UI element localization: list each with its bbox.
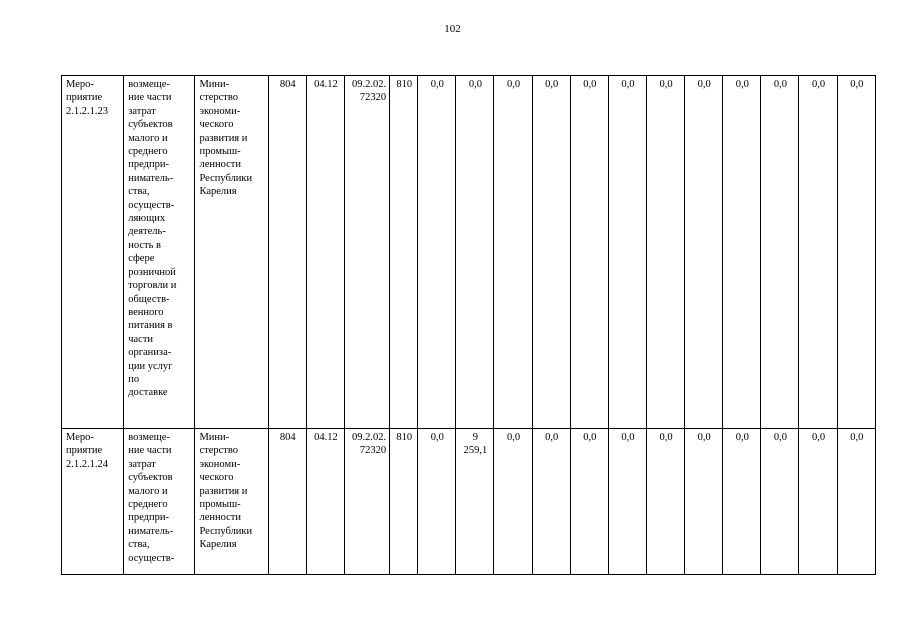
table-row <box>62 429 876 575</box>
value-cell: 0,0 <box>494 429 532 575</box>
value-cell: 0,0 <box>837 76 875 429</box>
table-row <box>62 76 876 429</box>
value-cell: 0,0 <box>532 76 570 429</box>
rzpr-cell: 04.12 <box>306 76 344 429</box>
rzpr-cell: 04.12 <box>306 429 344 575</box>
value-cell: 0,0 <box>685 76 723 429</box>
value-cell: 0,0 <box>608 429 646 575</box>
event-cell: Меро- приятие 2.1.2.1.24 <box>62 429 124 575</box>
event-cell: Меро- приятие 2.1.2.1.23 <box>62 76 124 429</box>
csr-cell: 09.2.02. 72320 <box>344 429 389 575</box>
grbs-cell: 804 <box>268 76 306 429</box>
value-cell: 0,0 <box>837 429 875 575</box>
value-cell: 0,0 <box>761 429 799 575</box>
grbs-cell: 804 <box>268 429 306 575</box>
budget-table <box>61 75 876 575</box>
csr-cell: 09.2.02. 72320 <box>344 76 389 429</box>
value-cell: 0,0 <box>685 429 723 575</box>
executor-cell: Мини- стерство экономи- ческого развития и промыш- ленности Республики Карелия <box>195 429 268 575</box>
value-cell: 0,0 <box>570 429 608 575</box>
value-cell: 0,0 <box>570 76 608 429</box>
description-cell: возмеще- ние части затрат субъектов малого и среднего предпри- ниматель- ства, осуществ- ляющих деятель- ность в сфере розничной торговли и обществ- венного питания в части организа- ции услуг по доставке <box>124 76 195 429</box>
value-cell: 0,0 <box>646 429 684 575</box>
value-cell: 9 259,1 <box>456 429 494 575</box>
value-cell: 0,0 <box>646 76 684 429</box>
description-cell: возмеще- ние части затрат субъектов малого и среднего предпри- ниматель- ства, осуществ- <box>124 429 195 575</box>
value-cell: 0,0 <box>723 76 761 429</box>
value-cell: 0,0 <box>532 429 570 575</box>
value-cell: 0,0 <box>799 76 837 429</box>
value-cell: 0,0 <box>418 76 456 429</box>
value-cell: 0,0 <box>494 76 532 429</box>
value-cell: 0,0 <box>456 76 494 429</box>
page-number: 102 <box>444 23 461 35</box>
vr-cell: 810 <box>390 76 418 429</box>
value-cell: 0,0 <box>799 429 837 575</box>
value-cell: 0,0 <box>761 76 799 429</box>
value-cell: 0,0 <box>723 429 761 575</box>
value-cell: 0,0 <box>418 429 456 575</box>
vr-cell: 810 <box>390 429 418 575</box>
value-cell: 0,0 <box>608 76 646 429</box>
executor-cell: Мини- стерство экономи- ческого развития и промыш- ленности Республики Карелия <box>195 76 268 429</box>
